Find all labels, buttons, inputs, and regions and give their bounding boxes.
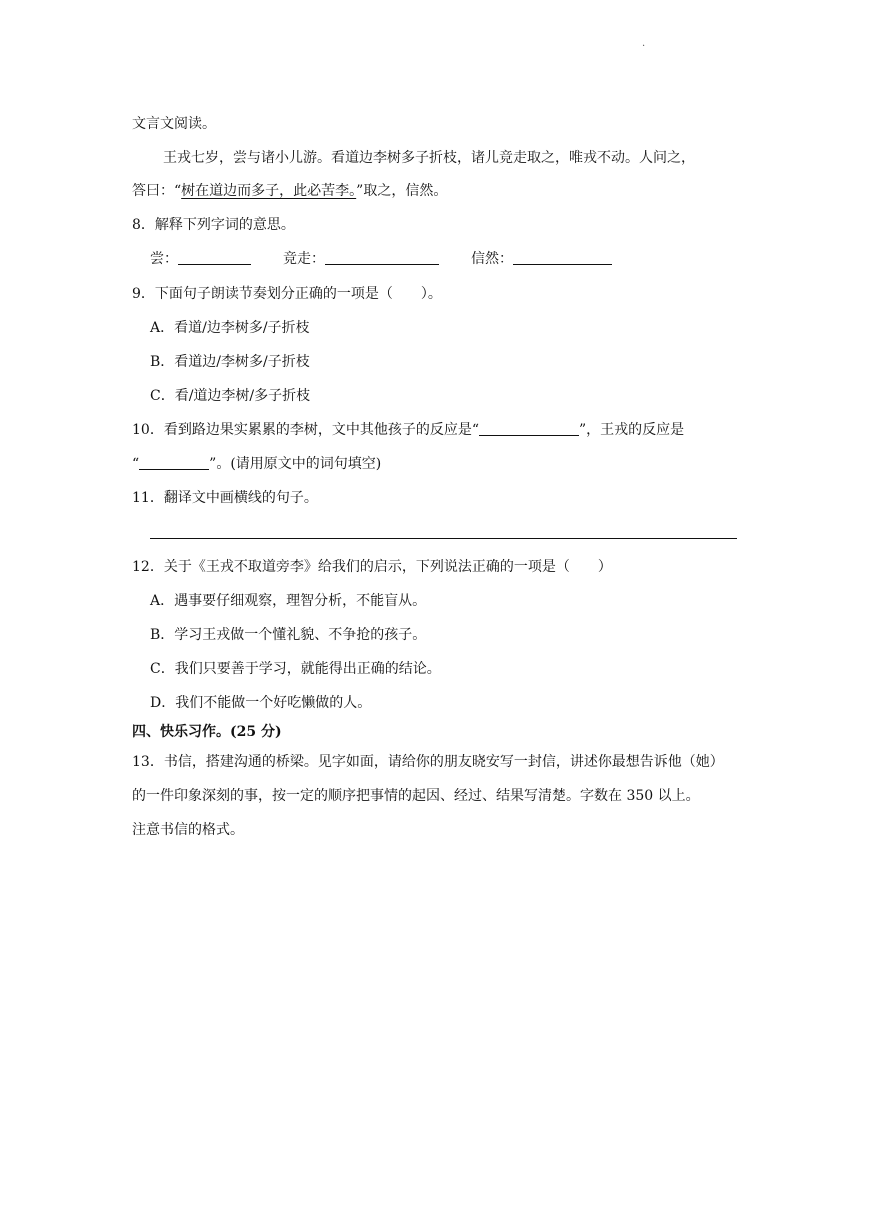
q8-terms	[150, 249, 612, 269]
q10-blank-1[interactable]	[479, 421, 579, 436]
q10-blank-2[interactable]	[139, 455, 209, 470]
q10-line-1-post: ”，王戎的反应是	[578, 422, 685, 438]
q13-line-2: 的一件印象深刻的事，按一定的顺序把事情的起因、经过、结果写清楚。字数在 350 以上。	[132, 788, 700, 804]
q12-option-d: D．我们不能做一个好吃懒做的人。	[150, 695, 372, 711]
q8-term-3: 信然：	[471, 251, 513, 267]
q10-line-1-pre: 10．看到路边果实累累的李树，文中其他孩子的反应是“	[132, 422, 479, 438]
q12-option-a: A．遇事要仔细观察，理智分析，不能盲从。	[150, 593, 427, 609]
q8-blank-2[interactable]	[325, 250, 439, 265]
section-4-title: 四、快乐习作。(25 分)	[132, 724, 282, 740]
q10-line-2-post: ”。(请用原文中的词句填空)	[209, 456, 382, 472]
q12-option-b: B．学习王戎做一个懂礼貌、不争抢的孩子。	[150, 627, 427, 643]
q12-stem: 12．关于《王戎不取道旁李》给我们的启示，下列说法正确的一项是（ ）	[132, 559, 612, 575]
q9-option-b: B．看道边/李树多/子折枝	[150, 354, 310, 370]
passage-line-2	[132, 181, 447, 201]
passage-underlined-sentence: 树在道边而多子，此必苦李。	[181, 183, 357, 199]
q12-option-c: C．我们只要善于学习，就能得出正确的结论。	[150, 661, 441, 677]
q13-line-1: 13．书信，搭建沟通的桥梁。见字如面，请给你的朋友晓安写一封信，讲述你最想告诉他（她）	[132, 754, 724, 770]
section-intro: 文言文阅读。	[132, 116, 216, 132]
q10-line-1	[132, 420, 684, 440]
passage-line-2-post: ”取之，信然。	[356, 183, 448, 199]
q8-term-1: 尝：	[150, 251, 178, 267]
passage-line-2-pre: 答曰：“	[132, 183, 182, 199]
q8-stem: 8．解释下列字词的意思。	[132, 217, 295, 233]
q8-blank-1[interactable]	[178, 250, 251, 265]
passage-line-1: 王戎七岁，尝与诸小儿游。看道边李树多子折枝，诸儿竞走取之，唯戎不动。人问之，	[163, 150, 695, 166]
q9-stem: 9．下面句子朗读节奏划分正确的一项是（ ）。	[132, 286, 442, 302]
q8-term-2: 竞走：	[283, 251, 325, 267]
q9-option-a: A．看道/边李树多/子折枝	[150, 320, 310, 336]
q13-line-3: 注意书信的格式。	[132, 822, 244, 838]
header-dot: .	[642, 38, 646, 49]
q10-line-2	[132, 454, 381, 474]
q11-answer-line[interactable]	[150, 538, 737, 539]
q8-blank-3[interactable]	[513, 250, 612, 265]
q9-option-c: C．看/道边李树/多子折枝	[150, 388, 311, 404]
q10-line-2-pre: “	[132, 456, 140, 472]
q11-stem: 11．翻译文中画横线的句子。	[132, 490, 318, 506]
